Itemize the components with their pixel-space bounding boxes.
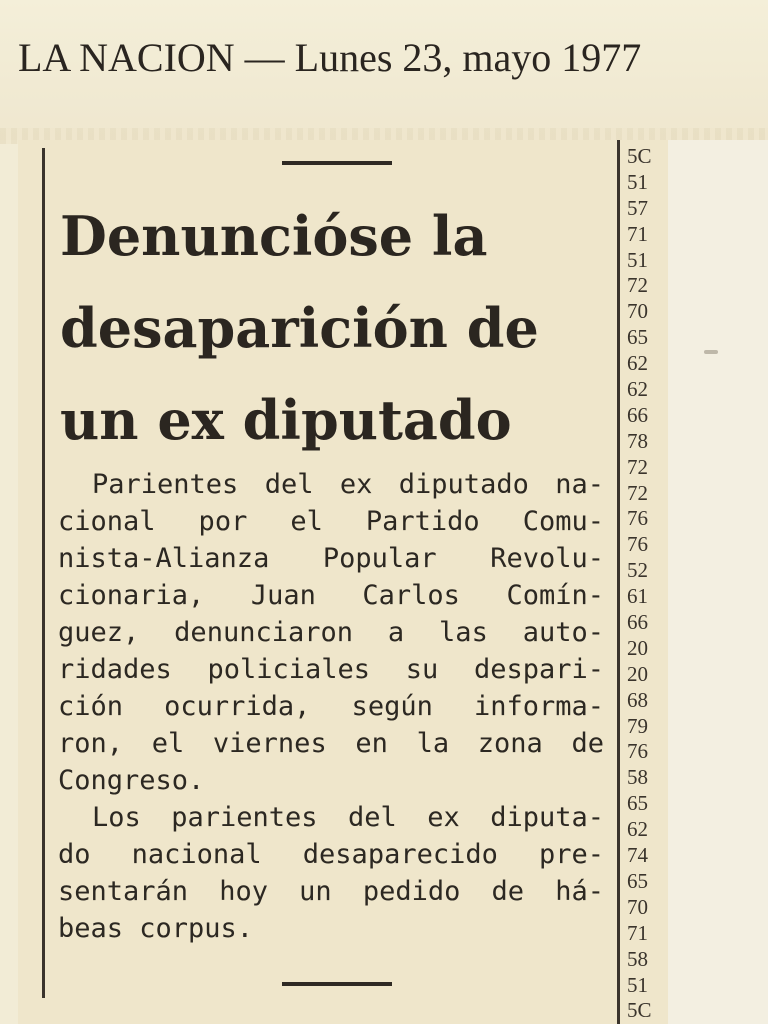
body-line: beas corpus. — [58, 913, 254, 944]
article-headline — [60, 190, 612, 466]
column-number: 62 — [627, 351, 648, 376]
headline-line: un ex diputado — [60, 388, 512, 452]
body-line: do nacional desaparecido pre- — [58, 839, 604, 870]
article-body — [58, 466, 604, 947]
column-number: 70 — [627, 894, 648, 919]
column-number: 76 — [627, 506, 648, 531]
column-number: 70 — [627, 299, 648, 324]
column-number: 65 — [627, 868, 648, 893]
body-line: guez, denunciaron a las auto- — [58, 617, 604, 648]
column-number: 71 — [627, 221, 648, 246]
column-number: 71 — [627, 920, 648, 945]
column-number: 51 — [627, 169, 648, 194]
column-number: 51 — [627, 247, 648, 272]
column-rule-right — [617, 140, 620, 1024]
column-number: 5C — [627, 998, 652, 1023]
adjacent-column-background — [668, 140, 768, 1024]
column-rule-left — [42, 148, 45, 998]
body-line: cional por el Partido Comu- — [58, 506, 604, 537]
column-number: 78 — [627, 428, 648, 453]
column-number: 76 — [627, 532, 648, 557]
column-number: 76 — [627, 739, 648, 764]
column-number: 72 — [627, 273, 648, 298]
headline-line: Denuncióse la — [60, 204, 488, 268]
column-number: 65 — [627, 325, 648, 350]
body-line: ron, el viernes en la zona de — [58, 728, 604, 759]
column-number: 62 — [627, 377, 648, 402]
body-line: ridades policiales su despari- — [58, 654, 604, 685]
body-line: Congreso. — [58, 765, 205, 796]
column-number: 68 — [627, 687, 648, 712]
column-number: 72 — [627, 480, 648, 505]
body-line: Los parientes del ex diputa- — [92, 802, 604, 833]
body-line: Parientes del ex diputado na- — [92, 469, 604, 500]
column-number: 65 — [627, 791, 648, 816]
column-number: 74 — [627, 843, 648, 868]
bottom-separator-dash — [282, 982, 392, 986]
column-number: 57 — [627, 195, 648, 220]
paper-speck — [704, 350, 718, 354]
column-number: 58 — [627, 946, 648, 971]
top-separator-dash — [282, 161, 392, 165]
body-line: nista-Alianza Popular Revolu- — [58, 543, 604, 574]
column-number: 52 — [627, 558, 648, 583]
column-number: 66 — [627, 610, 648, 635]
body-line: cionaria, Juan Carlos Comín- — [58, 580, 604, 611]
column-number: 20 — [627, 635, 648, 660]
column-number: 79 — [627, 713, 648, 738]
column-number: 5C — [627, 144, 652, 168]
column-number: 58 — [627, 765, 648, 790]
column-number: 20 — [627, 661, 648, 686]
column-number: 72 — [627, 454, 648, 479]
column-number: 66 — [627, 402, 648, 427]
column-number: 62 — [627, 817, 648, 842]
body-line: ción ocurrida, según informa- — [58, 691, 604, 722]
headline-line: desaparición de — [60, 296, 539, 360]
column-number: 61 — [627, 584, 648, 609]
body-line: sentarán hoy un pedido de há- — [58, 876, 604, 907]
newspaper-masthead: LA NACION — Lunes 23, mayo 1977 — [18, 35, 642, 80]
column-number: 51 — [627, 972, 648, 997]
adjacent-column-numbers — [627, 144, 671, 1024]
